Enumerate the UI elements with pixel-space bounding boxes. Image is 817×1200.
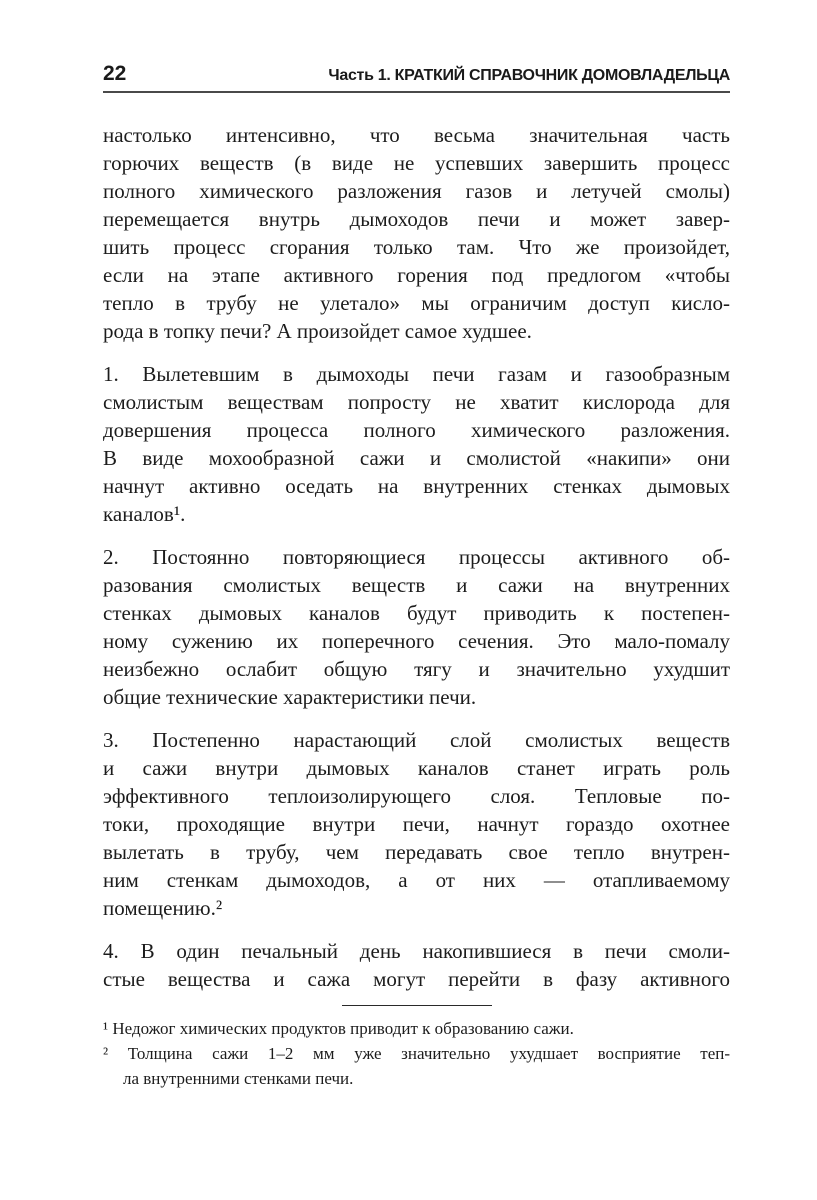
paragraph-item-2 bbox=[103, 543, 730, 711]
text-line: если на этапе активного горения под предлогом «чтобы bbox=[103, 263, 730, 287]
text-line: рода в топку печи? А произойдет самое худшее. bbox=[103, 319, 532, 343]
text-line: разования смолистых веществ и сажи на внутренних bbox=[103, 573, 730, 597]
page-number: 22 bbox=[103, 62, 127, 85]
text-line: ² Толщина сажи 1–2 мм уже значительно ухудшает восприятие теп- bbox=[103, 1044, 730, 1063]
footnote-separator bbox=[342, 1005, 492, 1006]
paragraph-item-4 bbox=[103, 937, 730, 993]
paragraph-continuation bbox=[103, 121, 730, 345]
text-line: ла внутренними стенками печи. bbox=[123, 1069, 354, 1088]
text-line: смолистым веществам попросту не хватит кислорода для bbox=[103, 390, 730, 414]
text-line: вылетать в трубу, чем передавать свое тепло внутрен- bbox=[103, 840, 730, 864]
text-line: стые вещества и сажа могут перейти в фазу активного bbox=[103, 967, 730, 991]
text-line: довершения процесса полного химического разложения. bbox=[103, 418, 730, 442]
text-line: полного химического разложения газов и летучей смолы) bbox=[103, 179, 730, 203]
page-content bbox=[103, 62, 730, 1091]
paragraph-item-1 bbox=[103, 360, 730, 528]
text-line: 4. В один печальный день накопившиеся в печи смоли- bbox=[103, 939, 730, 963]
text-line: каналов¹. bbox=[103, 502, 186, 526]
text-line: стенках дымовых каналов будут приводить к постепен- bbox=[103, 601, 730, 625]
running-header bbox=[103, 62, 730, 93]
body-text bbox=[103, 121, 730, 993]
text-line: шить процесс сгорания только там. Что же произойдет, bbox=[103, 235, 730, 259]
text-line: настолько интенсивно, что весьма значительная часть bbox=[103, 123, 730, 147]
text-line: и сажи внутри дымовых каналов станет играть роль bbox=[103, 756, 730, 780]
text-line: 2. Постоянно повторяющиеся процессы активного об- bbox=[103, 545, 730, 569]
text-line: помещению.² bbox=[103, 896, 223, 920]
text-line: горючих веществ (в виде не успевших завершить процесс bbox=[103, 151, 730, 175]
text-line: перемещается внутрь дымоходов печи и может завер- bbox=[103, 207, 730, 231]
running-title: Часть 1. КРАТКИЙ СПРАВОЧНИК ДОМОВЛАДЕЛЬЦА bbox=[328, 67, 730, 84]
paragraph-item-3 bbox=[103, 726, 730, 922]
footnotes bbox=[103, 1016, 730, 1091]
text-line: начнут активно оседать на внутренних стенках дымовых bbox=[103, 474, 730, 498]
text-line: токи, проходящие внутри печи, начнут гораздо охотнее bbox=[103, 812, 730, 836]
text-line: ¹ Недожог химических продуктов приводит к образованию сажи. bbox=[103, 1019, 574, 1038]
text-line: 3. Постепенно нарастающий слой смолистых веществ bbox=[103, 728, 730, 752]
text-line: неизбежно ослабит общую тягу и значительно ухудшит bbox=[103, 657, 730, 681]
text-line: общие технические характеристики печи. bbox=[103, 685, 477, 709]
text-line: В виде мохообразной сажи и смолистой «накипи» они bbox=[103, 446, 730, 470]
text-line: ному сужению их поперечного сечения. Это мало-помалу bbox=[103, 629, 730, 653]
text-line: эффективного теплоизолирующего слоя. Тепловые по- bbox=[103, 784, 730, 808]
text-line: ним стенкам дымоходов, а от них — отапливаемому bbox=[103, 868, 730, 892]
text-line: тепло в трубу не улетало» мы ограничим доступ кисло- bbox=[103, 291, 730, 315]
text-line: 1. Вылетевшим в дымоходы печи газам и газообразным bbox=[103, 362, 730, 386]
